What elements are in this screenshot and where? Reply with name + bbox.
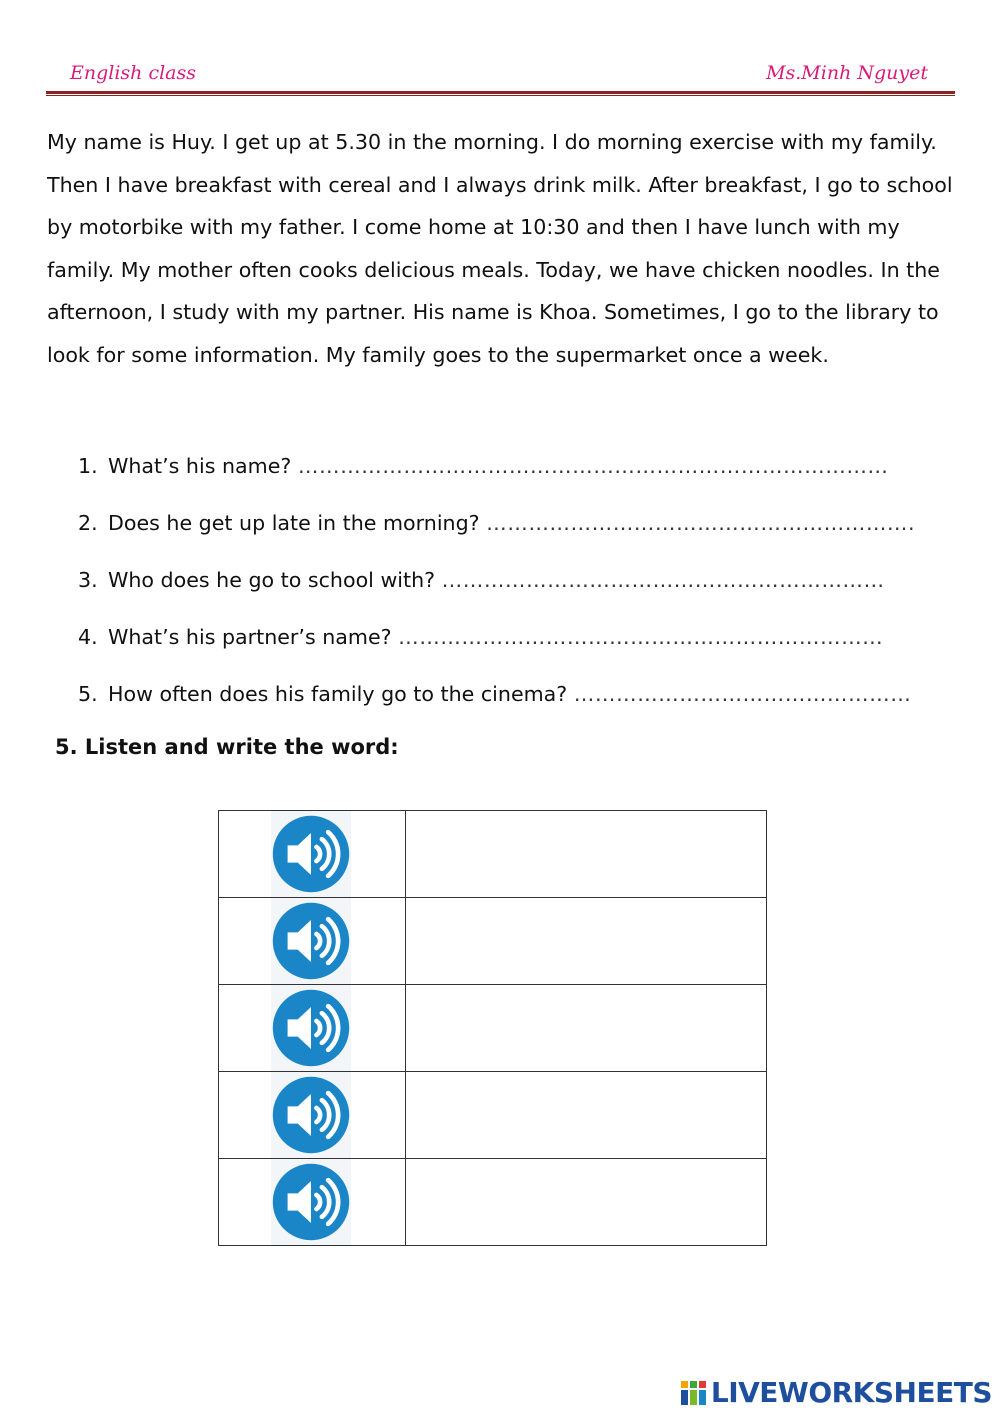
answer-cell[interactable] [406,898,767,985]
question-list [78,448,958,733]
footer-logo[interactable] [681,1376,992,1409]
answer-cell[interactable] [406,985,767,1072]
question-text: Does he get up late in the morning? [108,511,480,535]
answer-blank[interactable]: ……………………………………………………… [441,568,885,592]
question-number: 4. [78,625,98,649]
table-row [219,811,767,898]
header-class-title: English class [70,62,196,84]
audio-cell [219,1159,406,1246]
question-text: Who does he go to school with? [108,568,436,592]
table-row [219,898,767,985]
question-item [78,619,958,676]
audio-cell [219,1072,406,1159]
answer-cell[interactable] [406,1159,767,1246]
table-row [219,1072,767,1159]
answer-cell[interactable] [406,811,767,898]
question-number: 5. [78,682,98,706]
speaker-icon [272,815,350,893]
answer-blank[interactable]: ………………………………………… [573,682,912,706]
header-teacher-name: Ms.Minh Nguyet [766,62,928,84]
audio-cell [219,985,406,1072]
section-title: 5. Listen and write the word: [55,735,399,759]
question-item [78,505,958,562]
answer-cell[interactable] [406,1072,767,1159]
speaker-icon [272,989,350,1067]
audio-play-button[interactable] [271,1159,351,1245]
question-text: How often does his family go to the cinema? [108,682,568,706]
question-item [78,448,958,505]
question-item [78,676,958,733]
audio-play-button[interactable] [271,1072,351,1158]
listen-table [218,810,767,1246]
question-number: 3. [78,568,98,592]
audio-play-button[interactable] [271,811,351,897]
question-number: 1. [78,454,98,478]
audio-play-button[interactable] [271,898,351,984]
question-item [78,562,958,619]
speaker-icon [272,902,350,980]
header-divider-thin [46,95,955,96]
audio-play-button[interactable] [271,985,351,1071]
question-number: 2. [78,511,98,535]
audio-cell [219,898,406,985]
header-divider [46,91,955,94]
speaker-icon [272,1163,350,1241]
speaker-icon [272,1076,350,1154]
question-text: What’s his name? [108,454,292,478]
answer-blank[interactable]: …………………………………………………………… [398,625,884,649]
liveworksheets-logo-icon [681,1381,707,1405]
footer-logo-text: LIVEWORKSHEETS [710,1376,992,1409]
answer-blank[interactable]: ……………………………………………………. [486,511,916,535]
table-row [219,1159,767,1246]
audio-cell [219,811,406,898]
table-row [219,985,767,1072]
question-text: What’s his partner’s name? [108,625,392,649]
reading-passage: My name is Huy. I get up at 5.30 in the morning. I do morning exercise with my family. Then I have breakfast with cereal and I always drink milk. After breakfast, I go to school by motorbike with my father. I come home at 10:30 and then I have lunch with my family. My mother often cooks delicious meals. Today, we have chicken noodles. In the afternoon, I study with my partner. His name is Khoa. Sometimes, I go to the library to look for some information. My family goes to the supermarket once a week. [47,130,953,367]
answer-blank[interactable]: ………………………………………………………………………… [297,454,889,478]
